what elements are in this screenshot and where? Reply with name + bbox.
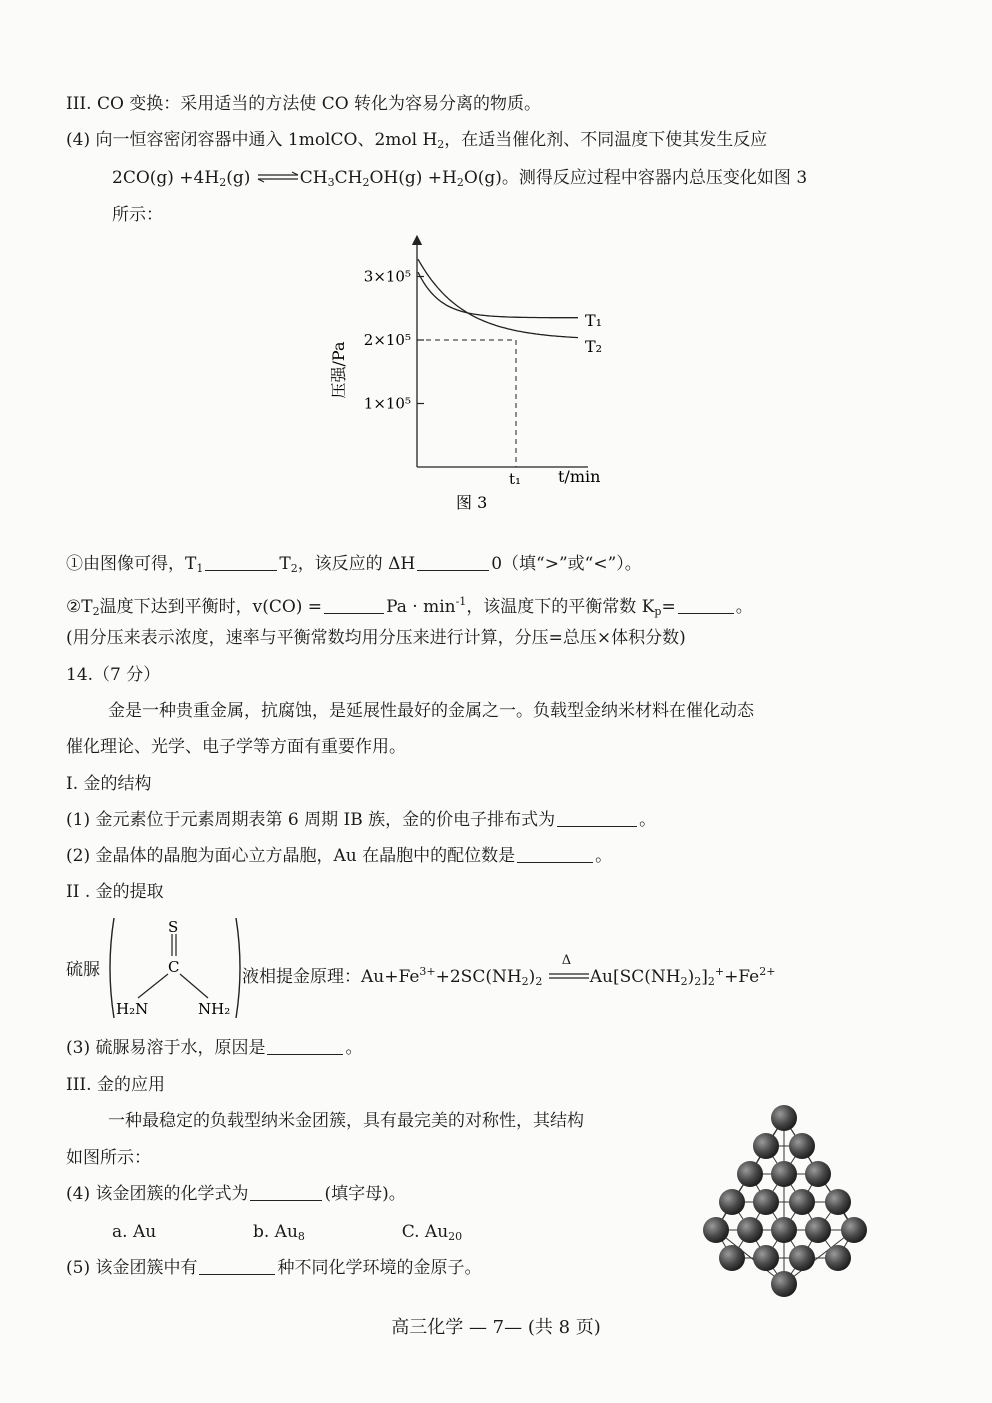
sub: 2 xyxy=(290,562,298,575)
y-tick-label: 2×10⁵ xyxy=(363,331,411,349)
section2-title: II . 金的提取 xyxy=(66,882,164,902)
extraction-equation xyxy=(242,953,776,994)
gold-atom xyxy=(789,1133,815,1159)
sub: 2 xyxy=(707,975,715,988)
sub: 2 xyxy=(521,975,529,988)
q4-2-e: = xyxy=(661,597,676,617)
ex-e: ) xyxy=(687,967,695,987)
ex-a: 液相提金原理：Au+Fe xyxy=(242,967,420,987)
options xyxy=(112,1220,462,1249)
atom-S: S xyxy=(168,918,179,936)
q4-1 xyxy=(66,552,642,581)
gold-atom xyxy=(771,1161,797,1187)
gold-atom xyxy=(719,1189,745,1215)
application-1: 一种最稳定的负载型纳米金团簇，具有最完美的对称性，其结构 xyxy=(108,1111,584,1131)
q2 xyxy=(66,844,612,868)
eq-left2: (g) xyxy=(226,168,251,188)
application-2: 如图所示： xyxy=(66,1148,151,1168)
gold-atom xyxy=(753,1245,779,1271)
section3-title: III. 金的应用 xyxy=(66,1075,165,1095)
q4b-end: (填字母)。 xyxy=(324,1184,406,1204)
q4-2-b: 温度下达到平衡时，v(CO) = xyxy=(99,597,323,617)
gold-atom xyxy=(753,1189,779,1215)
sub: 2 xyxy=(694,975,702,988)
ex-f: ] xyxy=(701,967,708,987)
q4-2-d: ，该温度下的平衡常数 K xyxy=(466,597,655,617)
thiourea-structure xyxy=(104,912,246,1024)
gold-atom xyxy=(771,1217,797,1243)
gold-atom xyxy=(825,1189,851,1215)
sub: 2 xyxy=(92,605,100,618)
gold-atom xyxy=(825,1245,851,1271)
gold-atom xyxy=(805,1161,831,1187)
sub: 1 xyxy=(196,562,204,575)
q4-1-d: 0（填“>”或“<”）。 xyxy=(491,554,642,574)
answer-blank[interactable] xyxy=(557,810,637,827)
q5-end: 种不同化学环境的金原子。 xyxy=(277,1258,482,1278)
answer-blank[interactable] xyxy=(199,1258,275,1275)
y-axis-label: 压强/Pa xyxy=(329,341,348,399)
q14-intro-1: 金是一种贵重金属，抗腐蚀，是延展性最好的金属之一。负载型金纳米材料在催化动态 xyxy=(108,701,754,721)
q2-text: (2) 金晶体的晶胞为面心立方晶胞，Au 在晶胞中的配位数是 xyxy=(66,846,516,866)
sub: 2 xyxy=(680,975,688,988)
heat-arrow xyxy=(548,953,590,989)
gold-cluster-image xyxy=(688,1104,884,1304)
eq-right: CH xyxy=(299,168,328,188)
gold-atom xyxy=(737,1217,763,1243)
gold-atom xyxy=(703,1217,729,1243)
q1-text: (1) 金元素位于元素周期表第 6 周期 IB 族，金的价电子排布式为 xyxy=(66,810,556,830)
q4-intro-tail: ，在适当催化剂、不同温度下使其发生反应 xyxy=(444,130,768,150)
delta-symbol: Δ xyxy=(561,953,572,968)
gold-atom xyxy=(841,1217,867,1243)
sub: 2 xyxy=(437,138,445,151)
ex-g: +Fe xyxy=(724,967,760,987)
gold-atom xyxy=(805,1217,831,1243)
q4-2-a: ②T xyxy=(66,597,93,617)
sup: 3+ xyxy=(419,965,436,978)
sup: 2+ xyxy=(759,965,776,978)
ex-c: ) xyxy=(528,967,536,987)
eq-right3: OH(g) +H xyxy=(369,168,457,188)
q4b-text: (4) 该金团簇的化学式为 xyxy=(66,1184,249,1204)
legend-T2: T₂ xyxy=(585,337,603,356)
ex-d: Au[SC(NH xyxy=(589,967,681,987)
sub: 2 xyxy=(219,176,227,189)
sub: 3 xyxy=(327,176,335,189)
q4-eq-tail: 所示： xyxy=(112,205,163,225)
atom-C: C xyxy=(168,958,180,976)
thiourea-label: 硫脲 xyxy=(66,960,100,980)
gold-atom xyxy=(719,1245,745,1271)
q4-2-c: Pa · min xyxy=(386,597,456,617)
sup: + xyxy=(714,965,725,978)
q14-intro-2: 催化理论、光学、电子学等方面有重要作用。 xyxy=(66,737,406,757)
q4-1-a: ①由图像可得，T xyxy=(66,554,197,574)
sub: 2 xyxy=(535,975,543,988)
q14-title: 14.（7 分） xyxy=(66,665,161,685)
section1-title: I. 金的结构 xyxy=(66,774,152,794)
eq-right2: CH xyxy=(334,168,363,188)
x-axis-label: t/min xyxy=(558,467,601,486)
section-co-title: III. CO 变换：采用适当的方法使 CO 转化为容易分离的物质。 xyxy=(66,94,542,114)
eq-left: 2CO(g) +4H xyxy=(112,168,220,188)
q4-intro-text: (4) 向一恒容密闭容器中通入 1molCO、2mol H xyxy=(66,130,438,150)
gold-atom xyxy=(789,1189,815,1215)
series-line-2 xyxy=(418,259,578,337)
gold-atom xyxy=(737,1161,763,1187)
series-line-1 xyxy=(418,272,578,318)
pressure-chart xyxy=(320,230,640,520)
q3-end: 。 xyxy=(345,1038,363,1058)
q1 xyxy=(66,808,656,832)
gold-atom xyxy=(753,1133,779,1159)
q4-equation xyxy=(112,166,807,195)
q1-end: 。 xyxy=(639,810,657,830)
q3-text: (3) 硫脲易溶于水，原因是 xyxy=(66,1038,266,1058)
sub: p xyxy=(654,605,662,618)
q2-end: 。 xyxy=(595,846,613,866)
legend-T1: T₁ xyxy=(585,311,603,330)
gold-atom xyxy=(789,1245,815,1271)
gold-atom xyxy=(771,1271,797,1297)
y-tick-label: 3×10⁵ xyxy=(363,267,411,286)
option-b: b. Au xyxy=(252,1222,298,1242)
x-tick-t1: t₁ xyxy=(509,470,522,488)
q4-1-c: ，该反应的 ΔH xyxy=(297,554,416,574)
q3 xyxy=(66,1036,362,1060)
eq-right4: O(g)。测得反应过程中容器内总压变化如图 3 xyxy=(463,168,808,188)
option-a: a. Au xyxy=(112,1222,157,1242)
answer-blank[interactable] xyxy=(517,846,593,863)
q4-intro xyxy=(66,128,767,157)
q4-1-b: T xyxy=(279,554,291,574)
gold-atom xyxy=(771,1105,797,1131)
equilibrium-arrow-icon xyxy=(256,170,300,184)
q4b xyxy=(66,1182,406,1206)
note: (用分压来表示浓度，速率与平衡常数均用分压来进行计算，分压=总压×体积分数) xyxy=(66,628,686,648)
group-H2N: H₂N xyxy=(116,1000,149,1018)
answer-blank[interactable] xyxy=(205,554,277,571)
group-NH2: NH₂ xyxy=(198,1000,231,1018)
q4-2-end: 。 xyxy=(735,597,753,617)
sup: -1 xyxy=(455,595,467,608)
ex-b: +2SC(NH xyxy=(435,967,522,987)
sub: 20 xyxy=(448,1230,463,1243)
q5 xyxy=(66,1256,481,1280)
answer-blank[interactable] xyxy=(324,597,384,614)
option-c: C. Au xyxy=(401,1222,449,1242)
q5-text: (5) 该金团簇中有 xyxy=(66,1258,198,1278)
q4-2 xyxy=(66,590,753,624)
sub: 2 xyxy=(456,176,464,189)
y-tick-label: 1×10⁵ xyxy=(363,394,411,413)
sub: 2 xyxy=(362,176,370,189)
answer-blank[interactable] xyxy=(267,1038,343,1055)
sub: 8 xyxy=(297,1230,305,1243)
answer-blank[interactable] xyxy=(678,597,734,614)
answer-blank[interactable] xyxy=(250,1184,322,1201)
chart-title: 图 3 xyxy=(456,493,488,512)
page-footer: 高三化学 — 7— (共 8 页) xyxy=(391,1317,601,1338)
answer-blank[interactable] xyxy=(417,554,489,571)
